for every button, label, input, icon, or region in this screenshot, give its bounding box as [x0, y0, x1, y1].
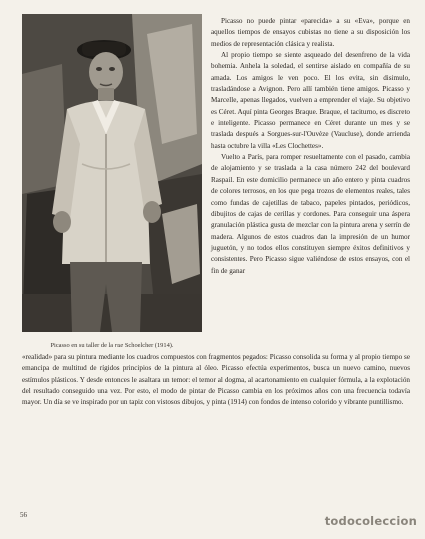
paragraph: Vuelto a París, para romper resueltamente con el pasado, cambia de alojamiento y se traslada a la casa número 242 del boulevard Raspail. En este domicilio permanece un año entero y pinta cuadros de colores terrosos, en los que pega trozos de elementos reales, tales como fundas de cajetillas de tabaco, papeles pintados, periódicos, dibujitos de cajas de cerillas y cordones. Para conseguir una áspera granulación plástica gusta de mezclar con la pintura arena y serrín de madera. Algunos de estos cuadros dan la impresión de un humor juguetón, y no todos ellos constituyen siempre éxitos definitivos y consistentes. Pero Picasso sigue valiéndose de estos ensayos, con el fin de ganar: [211, 153, 410, 275]
right-text-column: [211, 16, 410, 277]
caption-suffix: Schoelcher (1914).: [123, 342, 174, 349]
portrait-photo: [22, 14, 202, 332]
page-number: 56: [20, 511, 27, 519]
watermark-logo: todocoleccion: [324, 514, 417, 528]
full-width-text: [22, 352, 410, 409]
caption-prefix: Picasso en su taller de la: [50, 342, 115, 349]
caption-italic: rue: [114, 342, 124, 349]
paragraph: «realidad» para su pintura mediante los cuadros compuestos con fragmentos pegados: Picasso consolida su forma y al propio tiempo se emancipa de multitud de rígidos principios de la pintura al óleo. Picasso efectúa experimentos, busca un nuevo camino, nuevos estímulos plásticos. Y desde entonces le asaltara un temor: el temor al dogma, al acartonamiento en cualquier fórmula, a la explotación del resultado conseguido una vez. Por esto, el modo de pintar de Picasso cambia en los próximos años con una frecuencia todavía mayor. Un día se ve inspirado por un tapiz con vistosos dibujos, y pinta (1914) con fondos de intenso colorido y vibrante puntillismo.: [22, 353, 410, 407]
photo-portrait-icon: [22, 14, 202, 332]
photo-caption: [22, 341, 202, 350]
paragraph: Picasso no puede pintar «parecida» a su «Eva», porque en aquellos tiempos de ensayos cubistas no tiene a su disposición los medios de representación clásica y realista.: [211, 17, 410, 48]
paragraph: Al propio tiempo se siente asqueado del desenfreno de la vida bohemia. Anhela la soledad, el sentirse aislado en compañía de su amada. Los amigos le ven poco. El los evita, sin disimulo, trasladándose a Avignon. Pero allí también tiene amigos. Picasso y Marcelle, apenas llegados, vuelven a emprender el viaje. Su objetivo es Céret. Aquí pinta Georges Braque. Braque, el taciturno, es discreto e inteligente. Picasso permanece en Céret durante un mes y se traslada después a Sorgues-sur-l'Ouvèze (Vaucluse), donde arrienda hasta octubre la villa «Les Clochettes».: [211, 51, 410, 150]
